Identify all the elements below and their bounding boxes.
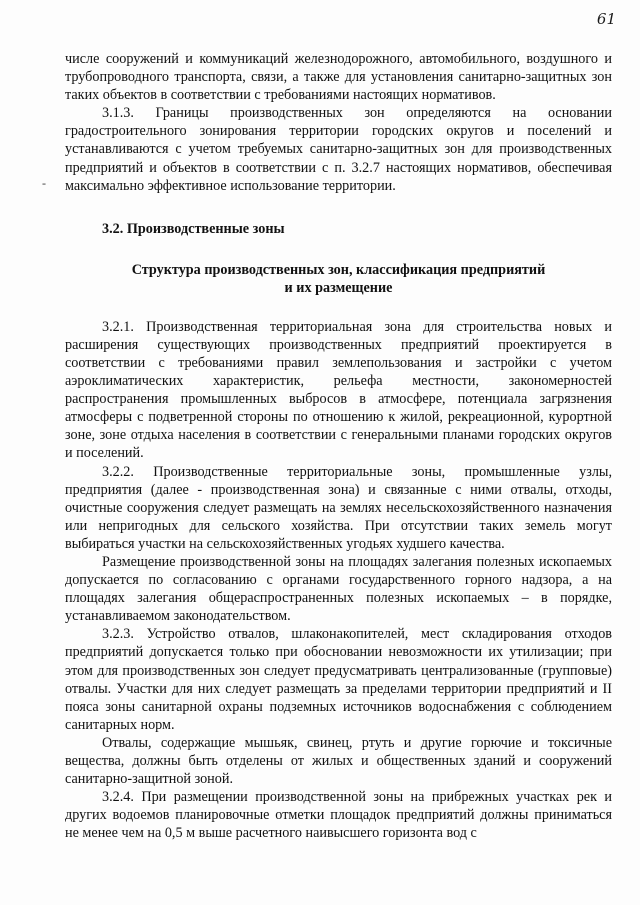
paragraph-3-1-3: 3.1.3. Границы производственных зон определяются на основании градостроительного зонирования территории городских округов и поселений и устанавливаются с учетом требуемых санитарно-защитных зон для производственных предприятий и объектов в соответствии с п. 3.2.7 настоящих нормативов, обеспечивая максимально эффективное использование территории. — [65, 105, 612, 194]
sub-heading — [65, 261, 612, 297]
document-body — [65, 50, 612, 842]
section-heading: 3.2. Производственные зоны — [102, 220, 285, 237]
paragraph-continuation: числе сооружений и коммуникаций железнодорожного, автомобильного, воздушного и трубопроводного транспорта, связи, а также для установления санитарно-защитных зон таких объектов в соответствии с требованиями настоящих нормативов. — [65, 51, 612, 104]
page-number: 61 — [596, 10, 616, 28]
paragraph-3-2-4: 3.2.4. При размещении производственной зоны на прибрежных участках рек и других водоемов планировочные отметки площадок предприятий должны приниматься не менее чем на 0,5 м выше расчетного наивысшего горизонта вод с — [65, 789, 612, 842]
sub-heading-line-2: и их размещение — [284, 279, 393, 296]
paragraph-toxic-dumps: Отвалы, содержащие мышьяк, свинец, ртуть и другие горючие и токсичные вещества, должны быть отделены от жилых и общественных зданий и сооружений санитарно-защитной зоной. — [65, 734, 612, 788]
paragraph-3-2-3: 3.2.3. Устройство отвалов, шлаконакопителей, мест складирования отходов предприятий допускается только при обосновании невозможности их утилизации; при этом для производственных зон следует предусматривать централизованные (групповые) отвалы. Участки для них следует размещать за пределами территории предприятий и II пояса зоны санитарной охраны подземных источников водоснабжения с соблюдением санитарных норм. — [65, 626, 612, 733]
sub-heading-line-1: Структура производственных зон, классификация предприятий — [131, 261, 546, 278]
paragraph-3-2-2: 3.2.2. Производственные территориальные зоны, промышленные узлы, предприятия (далее - производственная зона) и связанные с ними отвалы, отходы, очистные сооружения следует размещать на землях несельскохозяйственного назначения или непригодных для сельского хозяйства. При отсутствии таких земель могут выбираться участки на сельскохозяйственных угодьях худшего качества. — [65, 463, 612, 552]
paragraph-mineral-deposits: Размещение производственной зоны на площадях залегания полезных ископаемых допускается по согласованию с органами государственного горного надзора, а на площадях залегания общераспространенных полезных ископаемых – в порядке, устанавливаемом законодательством. — [65, 553, 612, 625]
paragraph-3-2-1: 3.2.1. Производственная территориальная зона для строительства новых и расширения существующих производственных предприятий проектируется в соответствии с требованиями правил землепользования и застройки с учетом аэроклиматических характеристик, рельефа местности, закономерностей распространения промышленных выбросов в атмосфере, потенциала загрязнения атмосферы с подветренной стороны по отношению к жилой, рекреационной, курортной зоне, зоне отдыха населения в соответствии с генеральными планами городских округов и поселений. — [65, 318, 612, 462]
margin-mark: - — [42, 176, 46, 190]
